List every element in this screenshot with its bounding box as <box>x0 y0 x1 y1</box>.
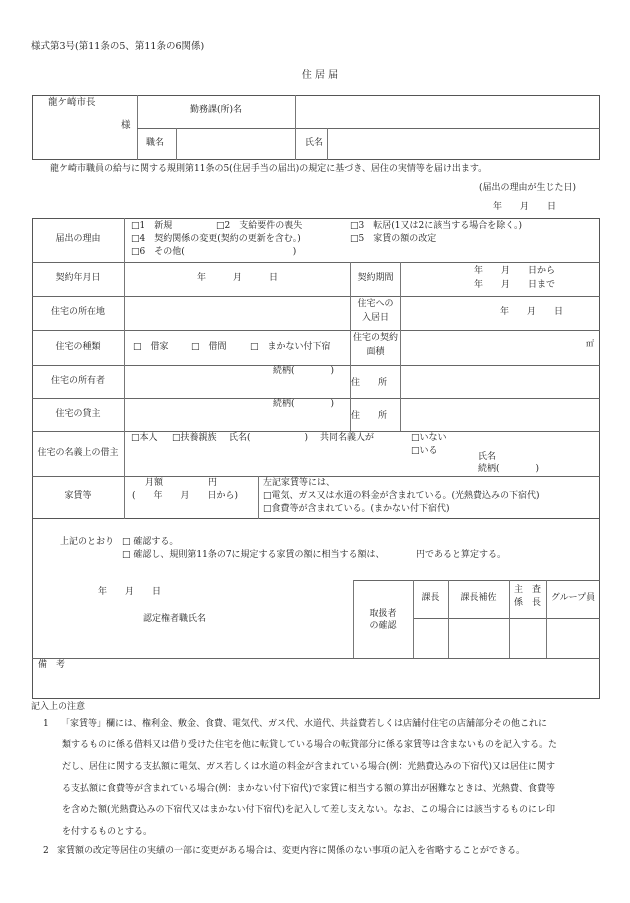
co-borrower-name[interactable]: 氏名 <box>478 452 497 462</box>
stamp-cell-chief[interactable] <box>414 619 448 657</box>
stamp-header-group: グループ員 <box>550 593 596 603</box>
position-label: 職名 <box>146 138 165 148</box>
form-number: 様式第3号(第11条の5、第11条の6関係) <box>31 41 205 52</box>
area-field[interactable] <box>401 331 586 364</box>
handler-label-2: の確認 <box>369 621 397 631</box>
lender-address-label: 住 所 <box>351 411 388 421</box>
rent-note-title: 左記家賃等には、 <box>263 478 336 488</box>
confirm-option-1[interactable]: □ 確認する。 <box>122 537 179 547</box>
co-borrower-none[interactable]: □いない <box>411 433 447 443</box>
move-in-date[interactable]: 年 月 日 <box>500 307 564 317</box>
note-1-line: を含めた額(光熱費込みの下宿代又はまかない付下宿代)を記入して差し支えない。なお、この場合には該当するものにレ印 <box>62 805 556 815</box>
stamp-header-supervisor-1: 主 査 <box>513 585 541 595</box>
note-1-line: る支払額に食費等が含まれている場合(例：まかない付下宿代)で家賃に相当する額の算出が困難なときは、光熱費、食費等 <box>62 784 556 794</box>
type-option-house[interactable]: □ 借家 <box>133 342 169 352</box>
name-field[interactable] <box>328 129 599 159</box>
confirmation-prefix: 上記のとおり <box>60 537 115 547</box>
contract-period-label: 契約期間 <box>357 273 394 283</box>
owner-address-label: 住 所 <box>351 378 388 388</box>
page-title: 住 居 届 <box>301 70 339 81</box>
type-label: 住宅の種類 <box>55 342 101 352</box>
borrower-name[interactable]: 氏名( ) <box>229 433 309 443</box>
contract-period-from[interactable]: 年 月 日から <box>474 266 556 276</box>
owner-relation[interactable]: 続柄( ) <box>273 366 335 376</box>
reason-option-2[interactable]: □2 支給要件の喪失 <box>216 221 303 231</box>
authority-label: 認定権者職氏名 <box>143 614 207 624</box>
stamp-cell-deputy[interactable] <box>449 619 509 657</box>
department-label: 勤務課(所)名 <box>189 105 243 115</box>
rent-note-utilities[interactable]: □電気、ガス又は水道の料金が含まれている。(光熱費込みの下宿代) <box>263 491 540 501</box>
notes-title: 記入上の注意 <box>31 702 86 712</box>
stamp-cell-supervisor[interactable] <box>510 619 546 657</box>
note-2-text: 家賃額の改定等居住の実績の一部に変更がある場合は、変更内容に関係のない事項の記入を省略することができる。 <box>57 846 526 856</box>
remarks-field[interactable] <box>33 672 599 698</box>
lender-address-field[interactable] <box>401 399 599 431</box>
lender-label: 住宅の貸主 <box>55 409 101 419</box>
rent-monthly[interactable]: 月額 円 <box>145 478 218 488</box>
co-borrower-label: 共同名義人が <box>320 433 375 443</box>
location-field[interactable] <box>125 297 350 330</box>
department-field[interactable] <box>296 96 599 127</box>
reason-option-6[interactable]: □6 その他( ) <box>131 247 297 257</box>
rent-note-meals[interactable]: □食費等が含まれている。(まかない付下宿代) <box>263 504 450 514</box>
reason-date-label: (届出の理由が生じた日) <box>479 183 577 193</box>
borrower-dependent[interactable]: □扶養親族 <box>172 433 217 443</box>
owner-address-field[interactable] <box>401 366 599 398</box>
reason-option-5[interactable]: □5 家賃の額の改定 <box>350 234 437 244</box>
owner-label: 住宅の所有者 <box>50 376 105 386</box>
move-in-label-2: 入居日 <box>361 313 389 323</box>
contract-date-label: 契約年月日 <box>55 273 101 283</box>
note-2-number: 2 <box>43 846 49 856</box>
stamp-cell-group[interactable] <box>547 619 600 657</box>
stamp-header-chief: 課長 <box>421 593 440 603</box>
note-1-line: 類するものに係る借料又は借り受けた住宅を他に転貸している場合の転貸部分に係る家賃等は含まないものを記入する。た <box>62 740 558 750</box>
rent-since[interactable]: ( 年 月 日から) <box>132 491 239 501</box>
area-label-2: 面積 <box>366 347 385 357</box>
location-label: 住宅の所在地 <box>50 307 105 317</box>
note-1-line: 「家賃等」欄には、権利金、敷金、食費、電気代、ガス代、水道代、共益費若しくは店舗付住宅の店舗部分その他これに <box>61 719 548 729</box>
type-option-boarding[interactable]: □ まかない付下宿 <box>250 342 331 352</box>
lender-relation[interactable]: 続柄( ) <box>273 399 335 409</box>
handler-label-1: 取扱者 <box>369 609 397 619</box>
contract-period-to[interactable]: 年 月 日まで <box>474 280 556 290</box>
confirm-option-2[interactable]: □ 確認し、規則第11条の7に規定する家賃の額に相当する額は、 円であると算定する。 <box>122 550 507 560</box>
co-borrower-relation[interactable]: 続柄( ) <box>478 464 540 474</box>
reason-option-1[interactable]: □1 新規 <box>131 221 173 231</box>
area-label-1: 住宅の契約 <box>352 333 398 343</box>
stamp-header-supervisor-2: 係 長 <box>513 598 541 608</box>
reason-label: 届出の理由 <box>55 234 101 244</box>
reason-option-3[interactable]: □3 転居(1又は2に該当する場合を除く。) <box>350 221 523 231</box>
addressee-name: 龍ケ崎市長 <box>48 97 96 108</box>
position-field[interactable] <box>177 129 294 159</box>
note-1-line: だし、居住に関する支払額に電気、ガス若しくは水道の料金が含まれている場合(例：光熱費込みの下宿代)又は居住に関す <box>62 762 556 772</box>
note-1-number: 1 <box>43 719 49 729</box>
borrower-self[interactable]: □本人 <box>131 433 158 443</box>
remarks-label: 備 考 <box>38 660 66 670</box>
type-option-room[interactable]: □ 借間 <box>191 342 227 352</box>
move-in-label-1: 住宅への <box>357 299 394 309</box>
stamp-header-deputy: 課長補佐 <box>460 593 497 603</box>
note-1-line: を付するものとする。 <box>62 827 153 837</box>
contract-date-field[interactable]: 年 月 日 <box>196 273 278 283</box>
rent-label: 家賃等 <box>64 491 92 501</box>
area-unit: ㎡ <box>586 339 594 348</box>
reason-option-4[interactable]: □4 契約関係の変更(契約の更新を含む。) <box>131 234 301 244</box>
confirmation-date[interactable]: 年 月 日 <box>98 587 162 597</box>
reason-date[interactable]: 年 月 日 <box>493 202 557 212</box>
statement: 龍ケ崎市職員の給与に関する規則第11条の5(住居手当の届出)の規定に基づき、居住の実情等を届け出ます。 <box>50 164 488 174</box>
borrower-label: 住宅の名義上の借主 <box>37 448 119 458</box>
name-label: 氏名 <box>305 138 324 148</box>
co-borrower-exists[interactable]: □いる <box>411 446 438 456</box>
addressee-honorific: 様 <box>121 120 131 131</box>
